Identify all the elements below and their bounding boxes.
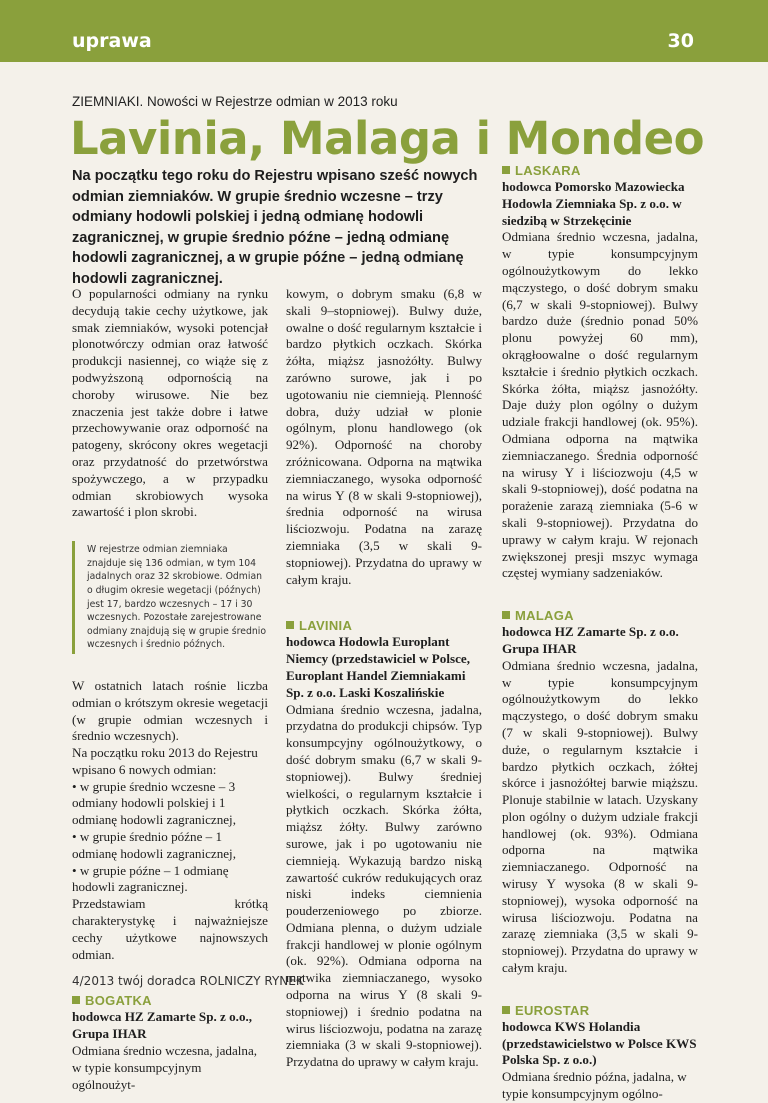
section-label: uprawa <box>72 30 152 52</box>
breeder-malaga: hodowca HZ Zamarte Sp. z o.o. Grupa IHAR <box>502 624 679 656</box>
variety-name: BOGATKA <box>85 993 152 1009</box>
closing-paragraph: Przedstawiam krótką charakterystykę i najważniejsze cechy użytkowe najnowszych odmian. <box>72 896 268 962</box>
bullet-item: • w grupie średnio późne – 1 odmianę hodowli zagranicznej, <box>72 829 236 861</box>
square-bullet-icon <box>72 996 80 1004</box>
variety-name: LASKARA <box>515 163 581 178</box>
variety-heading-lavinia <box>286 618 482 634</box>
new-varieties-intro: Na początku roku 2013 do Rejestru wpisano 6 nowych odmian: <box>72 745 258 777</box>
article-kicker: ZIEMNIAKI. Nowości w Rejestrze odmian w 2013 roku <box>72 94 398 109</box>
variety-heading-eurostar <box>502 1003 698 1019</box>
info-callout: W rejestrze odmian ziemniaka znajduje się 136 odmian, w tym 104 jadalnych oraz 32 skrobiowe. Odmian o długim okresie wegetacji (późnych) jest 17, bardzo wczesnych – 17 i 30 wczesnych. Pozostałe zarejestrowane odmiany znajdują się w grupie średnio wczesnych i średnio późnych. <box>72 541 268 654</box>
top-color-bar <box>0 0 768 62</box>
trend-paragraph: W ostatnich latach rośnie liczba odmian o krótszym okresie wegetacji (w grupie odmian wczesnych i średnio wczesnych). <box>72 677 268 744</box>
variety-name: LAVINIA <box>299 618 353 634</box>
square-bullet-icon <box>502 166 510 174</box>
variety-heading-laskara <box>502 163 698 179</box>
variety-text-lavinia: Odmiana średnio wczesna, jadalna, przydatna do produkcji chipsów. Typ konsumpcyjny ogólnoużytkowy, o dość dobrym smaku (6,7 w skali 9-stopniowej). Bulwy średniej wielkości, o regularnym kształcie i płytkich oczkach. Skórka żółta, miąższ żółty. Bulwy zarówno surowe, jak i po ugotowaniu nie ciemnieją. Wykazują bardzo niską zawartość cukrów redukujących oraz niski indeks ciemnienia pouderzeniowego po zbiorze. Odmiana plenna, o dużym udziale frakcji handlowej w plonie ogólnym (ok. 92%). Odmiana odporna na mątwika ziemniaczanego, wysoko odporna na wirus Y (8 skali 9-stopniowej) i średnio podatna na wirus liściozwoju, podatna na zarazę ziemniaka (3 w skali 9-stopniowej). Przydatna do uprawy w całym kraju. <box>286 701 482 1070</box>
variety-heading-malaga <box>502 608 698 624</box>
intro-paragraph: O popularności odmiany na rynku decydują takie cechy użytkowe, jak smak ziemniaków, wysoki potencjał plonotwórczy odmian oraz łatwość produkcji nasiennej, co wiąże się z podwyższoną odpornością na choroby wirusowe. Nie bez znaczenia jest także dobre i łatwe przechowywanie oraz odporność na patogeny, skrócony okres wegetacji oraz przydatność do przetwórstwa spożywczego, a w przypadku odmian skrobiowych wysoka zawartość i plon skrobi. <box>72 286 268 520</box>
bullet-item: • w grupie średnio wczesne – 3 odmiany hodowli polskiej i 1 odmianę hodowli zagranicznej, <box>72 778 236 828</box>
variety-text-eurostar: Odmiana średnio późna, jadalna, w typie konsumpcyjnym ogólno- <box>502 1069 687 1102</box>
variety-text-malaga: Odmiana średnio wczesna, jadalna, w typie konsumpcyjnym ogólnoużytkowym do lekko mączystego, o dość dobrym smaku (7 w skali 9-stopniowej). Bulwy duże, o regularnym kształcie i bardzo płytkich oczkach, żółtej skórce i jasnożółtej barwie miąższu. Plonuje stabilnie w latach. Uzyskany plon ogólny o dużym udziale frakcji handlowej (ok. 93%). Odmiana odporna na mątwika ziemniaczanego. Odporność na wirusy Y wysoka (8 w skali 9-stopniowej), wysoka odporność na wirusa liściozwoju. Podatna na zarazę ziemniaka (3,5 w skali 9-stopniowej). Przydatna do uprawy w całym kraju. <box>502 657 698 976</box>
variety-name: EUROSTAR <box>515 1002 590 1018</box>
square-bullet-icon <box>502 611 510 619</box>
variety-heading-bogatka <box>72 993 268 1009</box>
breeder-bogatka: hodowca HZ Zamarte Sp. z o.o., Grupa IHAR <box>72 1009 253 1042</box>
variety-text-bogatka-part1: Odmiana średnio wczesna, jadalna, w typie konsumpcyjnym ogólnoużyt- <box>72 1043 258 1092</box>
breeder-lavinia: hodowca Hodowla Europlant Niemcy (przedstawiciel w Polsce, Europlant Handel Ziemniakami Sp. z o.o. Laski Koszalińskie <box>286 634 470 700</box>
column-2 <box>286 286 482 1071</box>
bullet-item: • w grupie późne – 1 odmianę hodowli zagranicznej. <box>72 862 229 895</box>
breeder-laskara: hodowca Pomorsko Mazowiecka Hodowla Ziemniaka Sp. z o.o. w siedzibą w Strzekęcinie <box>502 179 685 228</box>
column-3 <box>502 163 698 1103</box>
variety-text-laskara: Odmiana średnio wczesna, jadalna, w typie konsumpcyjnym ogólnoużytkowym do lekko mączystego, o dość dobrym smaku (6,7 w skali 9-stopniowej). Bulwy bardzo duże (średnio ponad 50% plonu powyżej 60 mm), okrągłoowalne o dość regularnym kształcie i średnio płytkich oczkach. Skórka żółta, miąższ jasnożółty. Daje duży plon ogólny o dużym udziale frakcji handlowej (ok. 95%). Odmiana odporna na mątwika ziemniaczanego. Średnia odporność na wirusy Y i liściozwoju (4,5 w skali 9-stopniowej), dość podatna na porażenie zarazą ziemniaka (5-6 w skali 9-stopniowej). Przydatna do uprawy w całym kraju. W rejonach zwiększonej presji mszyc wymaga częstej wymiany sadzeniaków. <box>502 229 698 581</box>
article-lead: Na początku tego roku do Rejestru wpisano sześć nowych odmian ziemniaków. W grupie średnio wczesne – trzy odmiany hodowli polskiej i jedną odmianę hodowli zagranicznej, w grupie średnio późne – jedną odmianę hodowli zagranicznej, a w grupie późne – jedną odmianę hodowli zagranicznej. <box>72 168 478 287</box>
square-bullet-icon <box>286 621 294 629</box>
square-bullet-icon <box>502 1006 510 1014</box>
page-number: 30 <box>667 30 694 52</box>
article-headline: Lavinia, Malaga i Mondeo <box>70 112 705 165</box>
variety-text-bogatka-part2: kowym, o dobrym smaku (6,8 w skali 9–stopniowej). Bulwy duże, owalne o dość regularnym kształcie i bardzo płytkich oczkach. Skórka żółta, miąższ jasnożółty. Bulwy zarówno surowe, jak i po ugotowaniu nie ciemnieją. Plenność dobra, duży udział w plonie ogólnym, plonu handlowego (ok 92%). Odporność na choroby zróżnicowana. Odporna na mątwika ziemniaczanego, wysoka odporność na wirus Y (8 w skali 9-stopniowej), średnia odporność na wirusa liściozwoju. Podatna na zarazę ziemniaka (3,5 w skali 9-stopniowej). Przydatna do uprawy w całym kraju. <box>286 286 482 587</box>
page-footer: 4/2013 twój doradca ROLNICZY RYNEK <box>72 974 304 988</box>
column-1 <box>72 286 268 1093</box>
variety-name: MALAGA <box>515 608 574 624</box>
breeder-eurostar: hodowca KWS Holandia (przedstawicielstwo w Polsce KWS Polska Sp. z o.o.) <box>502 1018 697 1068</box>
